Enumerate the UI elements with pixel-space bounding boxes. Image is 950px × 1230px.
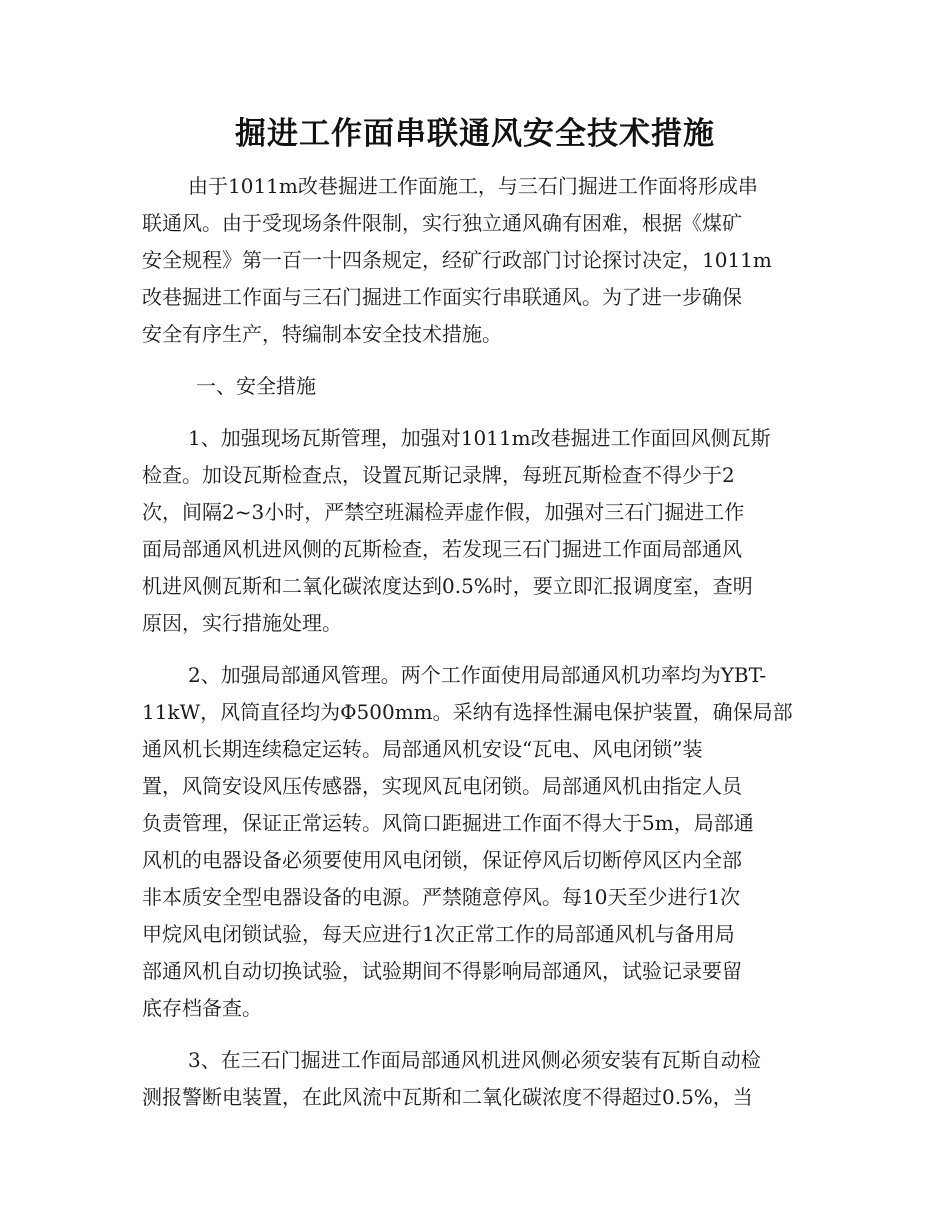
item2-line: 通风机长期连续稳定运转。局部通风机安设“瓦电、风电闭锁”装: [142, 737, 703, 761]
item2-line: 11kW，风筒直径均为Φ500mm。采纳有选择性漏电保护装置，确保局部: [142, 700, 793, 724]
intro-line: 改巷掘进工作面与三石门掘进工作面实行串联通风。为了进一步确保: [142, 285, 742, 309]
item1-line: 机进风侧瓦斯和二氧化碳浓度达到0.5%时，要立即汇报调度室，查明: [142, 574, 753, 598]
item2-line: 置，风筒安设风压传感器，实现风瓦电闭锁。局部通风机由指定人员: [142, 774, 742, 798]
section-heading: 一、安全措施: [196, 374, 316, 398]
document-title: 掘进工作面串联通风安全技术措施: [235, 116, 715, 152]
item2-line: 甲烷风电闭锁试验，每天应进行1次正常工作的局部通风机与备用局: [142, 922, 735, 946]
item2-line: 底存档备查。: [142, 996, 262, 1020]
item3-line: 3、在三石门掘进工作面局部通风机进风侧必须安装有瓦斯自动检: [188, 1048, 761, 1072]
item1-line: 面局部通风机进风侧的瓦斯检查，若发现三石门掘进工作面局部通风: [142, 537, 742, 561]
item2-line: 非本质安全型电器设备的电源。严禁随意停风。每10天至少进行1次: [142, 885, 741, 909]
item1-line: 检查。加设瓦斯检查点，设置瓦斯记录牌，每班瓦斯检查不得少于2: [142, 463, 735, 487]
intro-line: 由于1011m改巷掘进工作面施工，与三石门掘进工作面将形成串: [188, 174, 758, 198]
item1-line: 1、加强现场瓦斯管理，加强对1011m改巷掘进工作面回风侧瓦斯: [188, 426, 771, 450]
item2-line: 风机的电器设备必须要使用风电闭锁，保证停风后切断停风区内全部: [142, 848, 742, 872]
intro-line: 安全有序生产，特编制本安全技术措施。: [142, 322, 502, 346]
item1-line: 原因，实行措施处理。: [142, 611, 342, 635]
item3-line: 测报警断电装置，在此风流中瓦斯和二氧化碳浓度不得超过0.5%，当: [142, 1085, 753, 1109]
intro-line: 安全规程》第一百一十四条规定，经矿行政部门讨论探讨决定，1011m: [142, 248, 772, 272]
intro-line: 联通风。由于受现场条件限制，实行独立通风确有困难，根据《煤矿: [142, 211, 742, 235]
item2-line: 部通风机自动切换试验，试验期间不得影响局部通风，试验记录要留: [142, 959, 742, 983]
item1-line: 次，间隔2~3小时，严禁空班漏检弄虚作假，加强对三石门掘进工作: [142, 500, 745, 524]
item2-line: 负责管理，保证正常运转。风筒口距掘进工作面不得大于5m，局部通: [142, 811, 754, 835]
item2-line: 2、加强局部通风管理。两个工作面使用局部通风机功率均为YBT-: [188, 663, 767, 687]
